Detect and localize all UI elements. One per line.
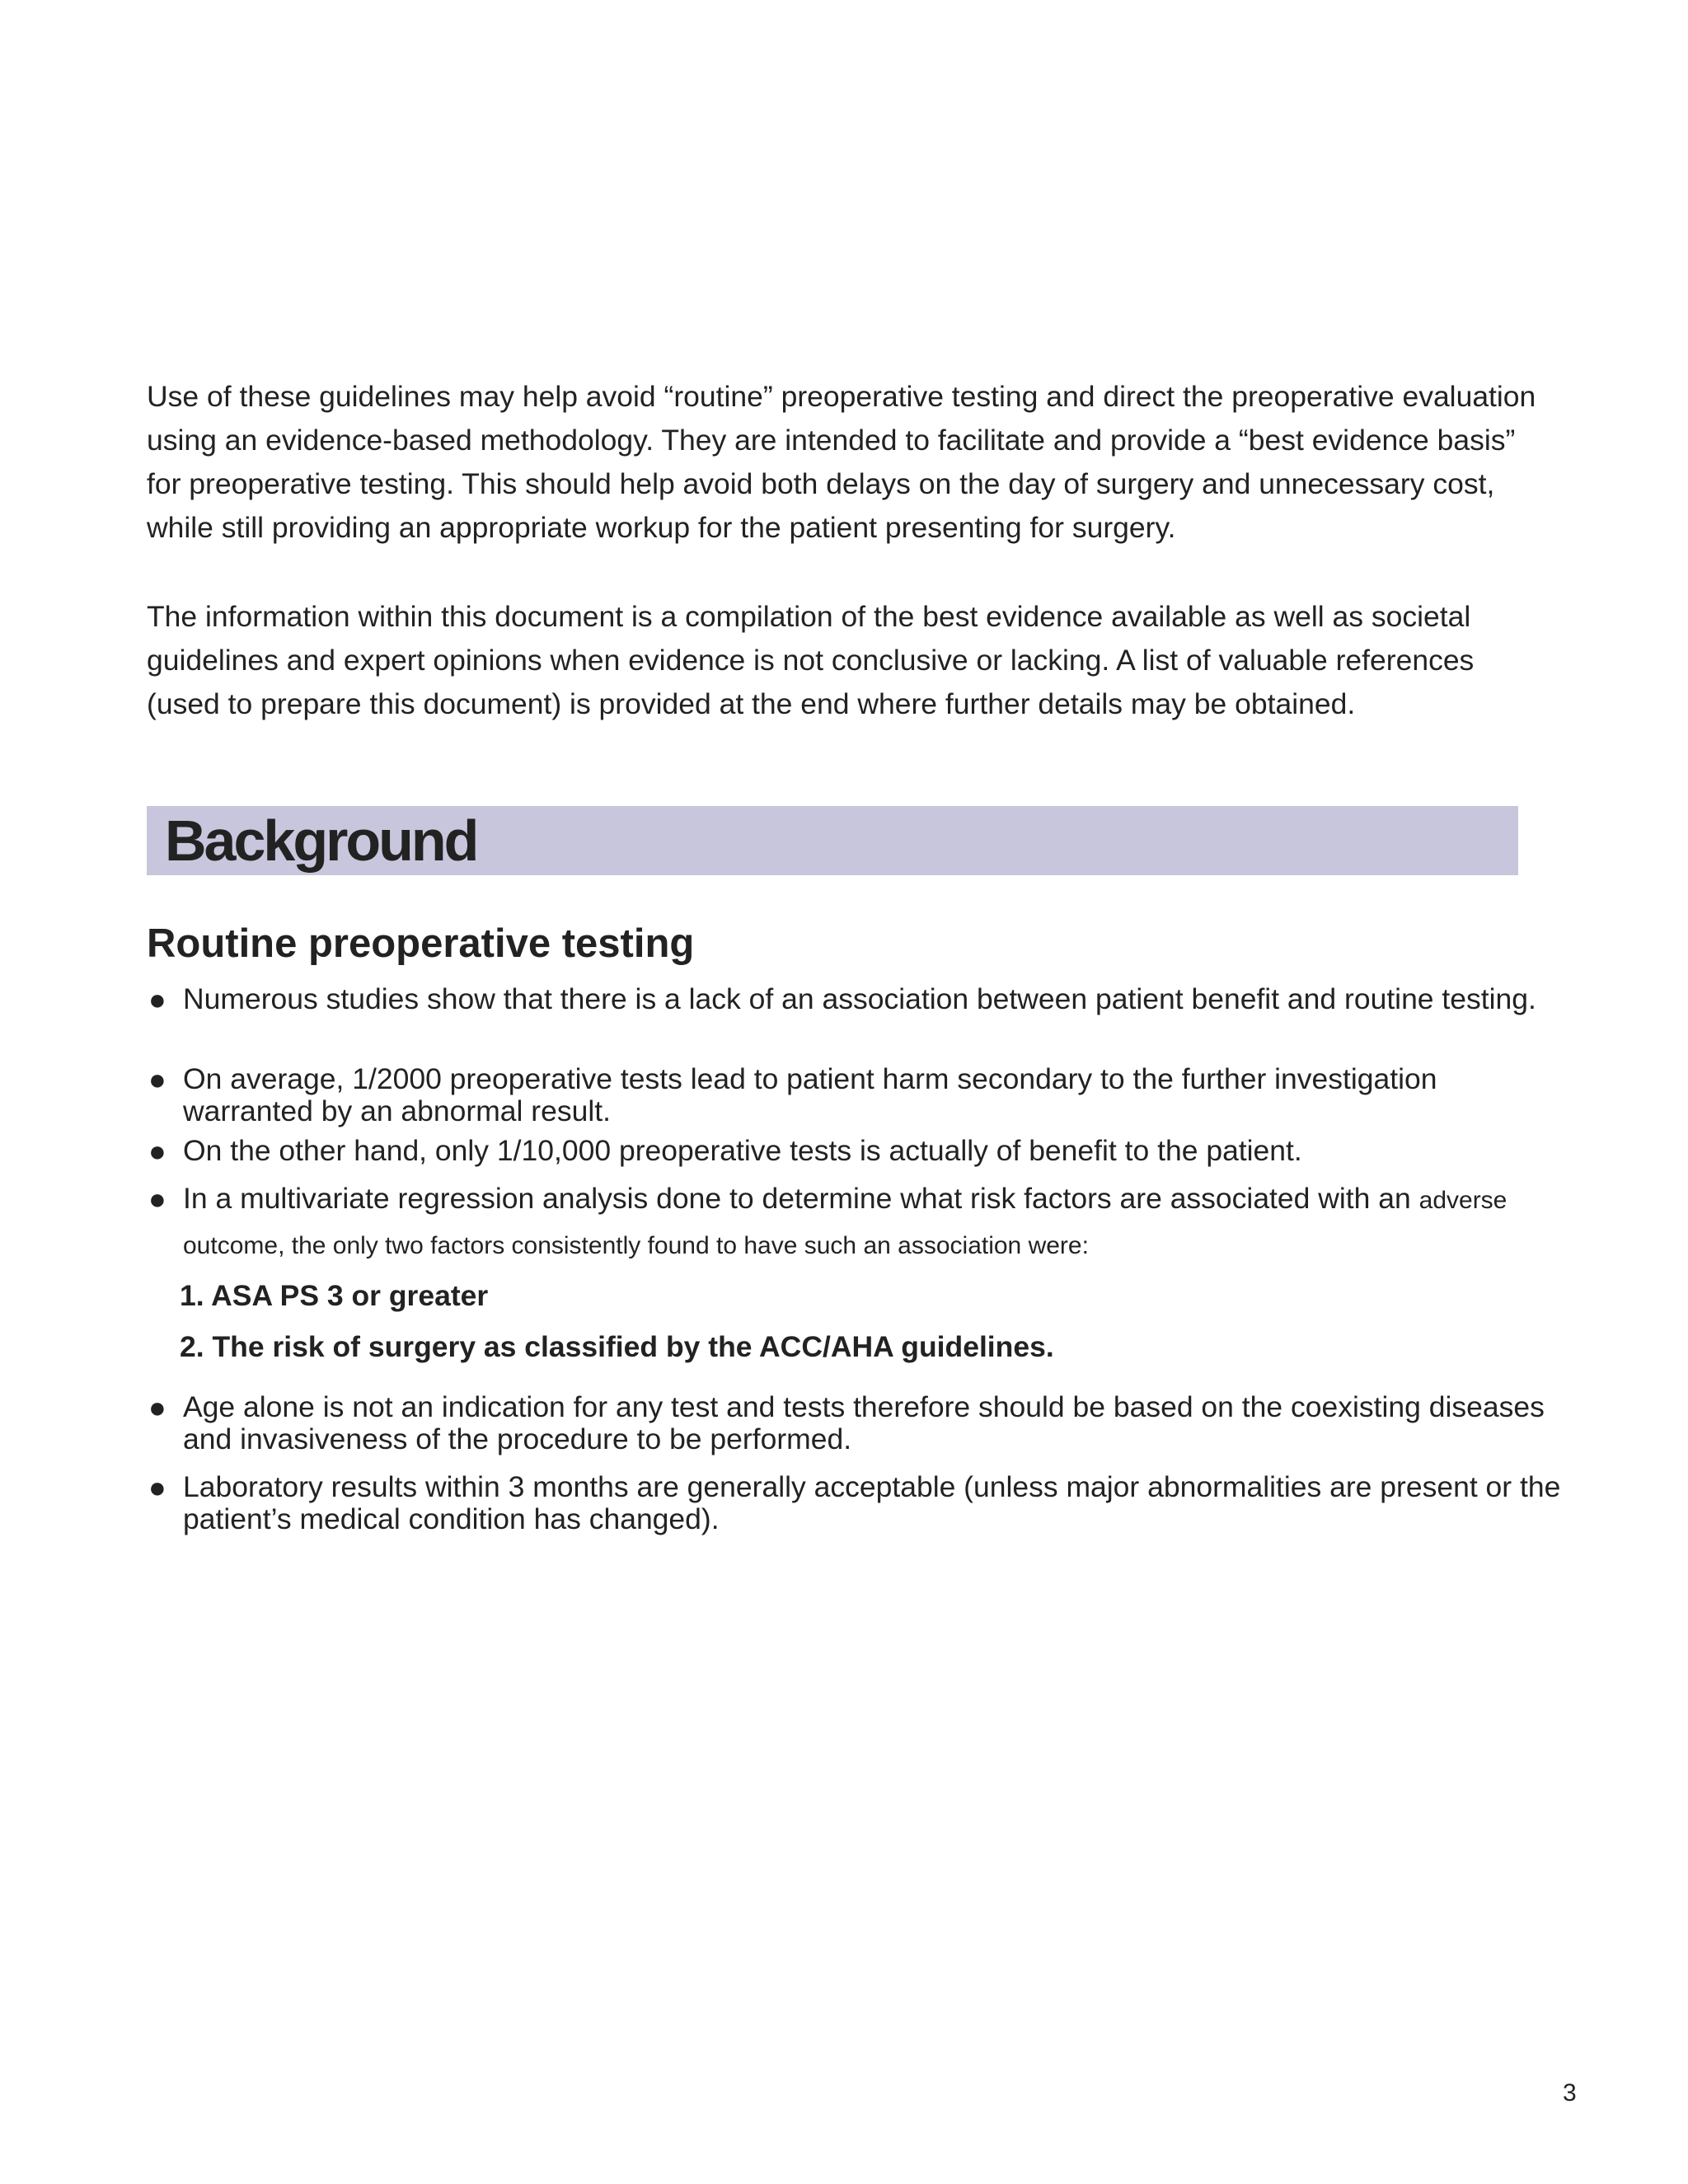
numbered-factor-1: 1. ASA PS 3 or greater bbox=[180, 1279, 489, 1312]
list-item bbox=[147, 1135, 1564, 1167]
list-item bbox=[147, 1063, 1564, 1127]
intro-paragraph-2: The information within this document is a compilation of the best evidence available as well as societal guidelines and expert opinions when evidence is not conclusive or lacking. A list of valuable references (used to prepare this document) is provided at the end where further details may be obtained. bbox=[147, 600, 1475, 720]
page-number: 3 bbox=[1563, 2079, 1577, 2107]
intro-paragraph-1: Use of these guidelines may help avoid “routine” preoperative testing and direct the preoperative evaluation using an evidence-based methodology. They are intended to facilitate and provide a “best evidence basis” for preoperative testing. This should help avoid both delays on the day of surgery and unnecessary cost, while still providing an appropriate workup for the patient presenting for surgery. bbox=[147, 380, 1536, 544]
list-item-text bbox=[183, 1177, 1564, 1268]
bullet-icon: ● bbox=[148, 982, 166, 1016]
numbered-factor-2: 2. The risk of surgery as classified by the ACC/AHA guidelines. bbox=[180, 1330, 1054, 1363]
bullet-icon: ● bbox=[148, 1062, 166, 1096]
subsection-heading: Routine preoperative testing bbox=[147, 921, 695, 966]
list-item-text: On the other hand, only 1/10,000 preoperative tests is actually of benefit to the patient. bbox=[183, 1134, 1302, 1167]
bullet-icon: ● bbox=[148, 1182, 166, 1216]
bullet-icon: ● bbox=[148, 1390, 166, 1424]
list-item-text-main: In a multivariate regression analysis done to determine what risk factors are associated with an bbox=[183, 1182, 1411, 1215]
list-item-text: Laboratory results within 3 months are generally acceptable (unless major abnormalities are present or the patient’s medical condition has changed). bbox=[183, 1470, 1561, 1535]
list-item bbox=[147, 1391, 1564, 1455]
list-item-text: Age alone is not an indication for any test and tests therefore should be based on the coexisting diseases and invasiveness of the procedure to be performed. bbox=[183, 1390, 1545, 1455]
section-header-bar bbox=[147, 806, 1518, 875]
list-item bbox=[147, 983, 1564, 1015]
list-item bbox=[147, 1471, 1564, 1535]
bullet-icon: ● bbox=[148, 1470, 166, 1504]
list-item bbox=[147, 1177, 1564, 1268]
list-item-text: Numerous studies show that there is a lack of an association between patient benefit and routine testing. bbox=[183, 982, 1536, 1015]
list-item-text-tail: adverse outcome, the only two factors consistently found to have such an association were: bbox=[183, 1187, 1507, 1259]
bullet-icon: ● bbox=[148, 1134, 166, 1168]
section-title: Background bbox=[165, 808, 477, 873]
list-item-text: On average, 1/2000 preoperative tests lead to patient harm secondary to the further investigation warranted by an abnormal result. bbox=[183, 1062, 1437, 1127]
